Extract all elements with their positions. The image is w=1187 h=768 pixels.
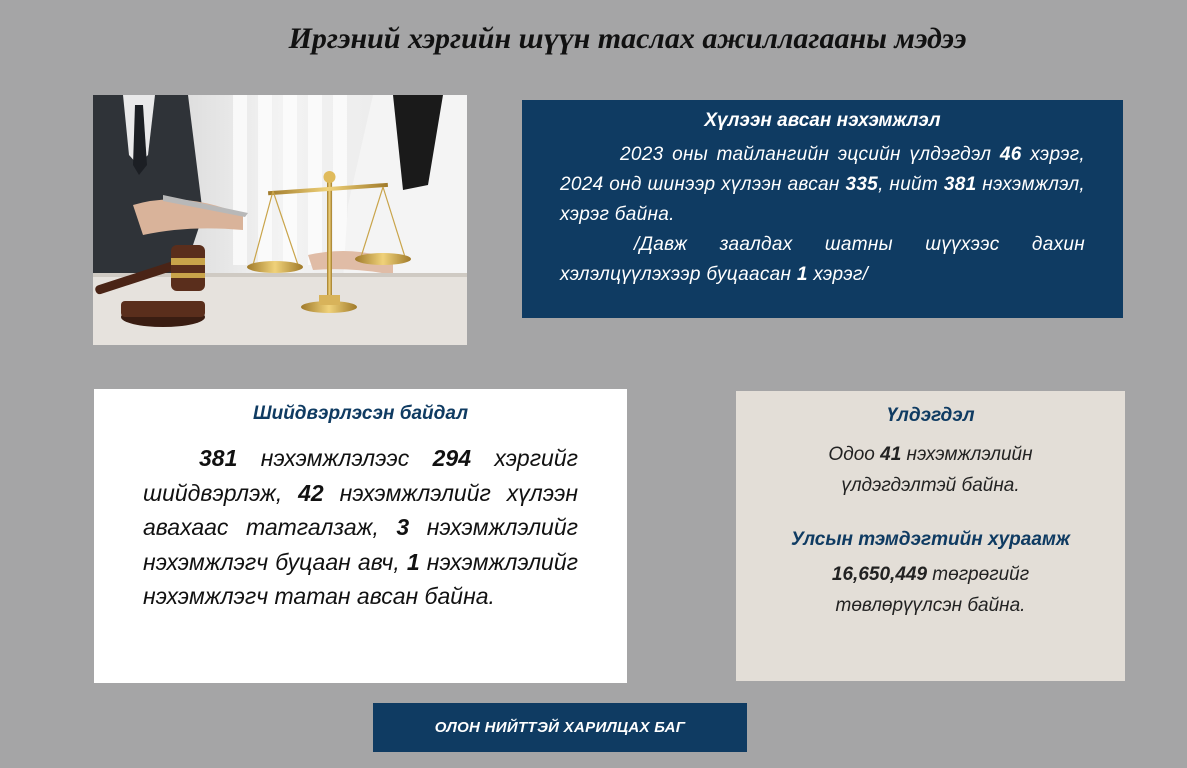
received-note-number: 1 — [796, 264, 808, 285]
received-claims-text — [560, 140, 1085, 230]
decision-number: 294 — [432, 445, 471, 471]
received-number: 335 — [845, 174, 879, 195]
received-claims-note — [560, 230, 1085, 290]
decision-text-part: нэхэмжлэлийг нэхэмжлэгч татан авсан байна. — [143, 548, 578, 609]
remaining-panel — [736, 391, 1125, 681]
decision-text-part: хэргийг шийдвэрлэж, — [143, 445, 578, 506]
received-number: 381 — [943, 174, 977, 195]
decision-text-part: нэхэмжлэлээс — [237, 445, 433, 471]
remaining-text-part: нэхэмжлэлийн — [901, 444, 1033, 465]
footer-badge: ОЛОН НИЙТТЭЙ ХАРИЛЦАХ БАГ — [373, 703, 747, 752]
received-claims-panel — [522, 100, 1123, 318]
remaining-heading: Үлдэгдэл — [886, 405, 975, 426]
remaining-text-part: Одоо — [828, 444, 881, 465]
scales-of-justice-image — [93, 95, 467, 345]
decision-number: 381 — [199, 445, 238, 471]
remaining-text — [756, 439, 1105, 501]
decision-text-part: нэхэмжлэлийг хүлээн авахаас татгалзаж, — [143, 479, 578, 540]
state-fee-text-part: төвлөрүүлсэн байна. — [835, 595, 1026, 616]
received-claims-heading: Хүлээн авсан нэхэмжлэл — [704, 110, 941, 131]
decision-number: 3 — [396, 514, 410, 540]
received-text-part: нэхэмжлэл, хэрэг байна. — [560, 174, 1085, 225]
decision-heading: Шийдвэрлэсэн байдал — [252, 403, 469, 424]
state-fee-amount: 16,650,449 — [831, 564, 928, 585]
state-fee-text — [756, 559, 1105, 621]
received-number: 46 — [999, 144, 1022, 165]
received-text-part: хэрэг, 2024 онд шинээр хүлээн авсан — [560, 144, 1085, 195]
decision-number: 1 — [406, 548, 420, 575]
state-fee-text-part: төгрөгийг — [927, 564, 1030, 585]
court-photo — [93, 95, 467, 345]
remaining-text-part: үлдэгдэлтэй байна. — [841, 475, 1020, 496]
state-fee-heading: Улсын тэмдэгтийн хураамж — [791, 529, 1070, 550]
received-text-part: 2023 оны тайлангийн эцсийн үлдэгдэл — [620, 144, 1000, 165]
decision-text — [143, 441, 578, 614]
decision-text-part: нэхэмжлэлийг нэхэмжлэгч буцаан авч, — [143, 514, 578, 575]
received-note-part: хэрэг/ — [807, 264, 869, 285]
received-note-part: /Давж заалдах шатны шүүхээс дахин хэлэлцүүлэхээр буцаасан — [560, 234, 1085, 285]
page-title: Иргэний хэргийн шүүн таслах ажиллагааны мэдээ — [288, 22, 967, 55]
decision-number: 42 — [298, 479, 324, 506]
received-text-part: , нийт — [878, 174, 944, 195]
remaining-number: 41 — [880, 444, 902, 465]
decision-panel — [94, 389, 627, 683]
